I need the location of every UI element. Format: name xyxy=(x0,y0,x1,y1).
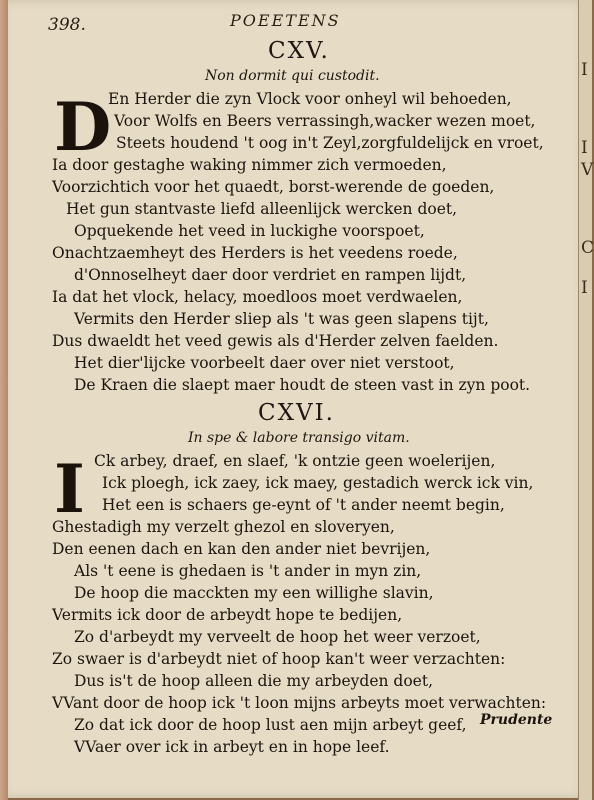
poem-line: Den eenen dach en kan den ander niet bevrijen, xyxy=(52,540,431,558)
poem-line: Opquekende het veed in luckighe voorspoet, xyxy=(74,222,425,240)
poem-line: Als 't eene is ghedaen is 't ander in myn zin, xyxy=(74,562,422,580)
poem-line: VVant door de hoop ick 't loon mijns arbeyts moet verwachten: xyxy=(52,694,547,712)
drop-cap: I xyxy=(54,450,85,528)
poem-line: En Herder die zyn Vlock voor onheyl wil behoeden, xyxy=(108,90,512,108)
poem-line: VVaer over ick in arbeyt en in hope leef. xyxy=(74,738,390,756)
section-number: CXVI. xyxy=(258,400,335,426)
page-edge xyxy=(0,0,8,800)
poem-line: Dus dwaeldt het veed gewis als d'Herder zelven faelden. xyxy=(52,332,499,350)
poem-line: Zo dat ick door de hoop lust aen mijn arbeyt geef, xyxy=(74,716,467,734)
section-motto: Non dormit qui custodit. xyxy=(205,68,380,84)
poem-line: De Kraen die slaept maer houdt de steen vast in zyn poot. xyxy=(74,376,531,394)
poem-line: Onachtzaemheyt des Herders is het veedens roede, xyxy=(52,244,458,262)
poem-line: Ia door gestaghe waking nimmer zich vermoeden, xyxy=(52,156,447,174)
facing-page-edge: I I V C I xyxy=(578,0,592,800)
poem-line: Ck arbey, draef, en slaef, 'k ontzie geen woelerijen, xyxy=(94,452,496,470)
poem-line: Het een is schaers ge-eynt of 't ander neemt begin, xyxy=(102,496,505,514)
drop-cap: D xyxy=(54,88,112,166)
section-motto: In spe & labore transigo vitam. xyxy=(188,430,410,446)
poem-line: Ghestadigh my verzelt ghezol en sloveryen, xyxy=(52,518,395,536)
poem-line: Vermits den Herder sliep als 't was geen slapens tijt, xyxy=(74,310,489,328)
poem-line: Steets houdend 't oog in't Zeyl,zorgfuldelijck en vroet, xyxy=(116,134,544,152)
section-number: CXV. xyxy=(268,38,330,64)
poem-line: Zo swaer is d'arbeydt niet of hoop kan't weer verzachten: xyxy=(52,650,506,668)
poem-line: De hoop die macckten my een willighe slavin, xyxy=(74,584,434,602)
poem-line: Ia dat het vlock, helacy, moedloos moet verdwaelen, xyxy=(52,288,463,306)
catchword: Prudente xyxy=(480,712,553,728)
poem-line: Vermits ick door de arbeydt hope te bedijen, xyxy=(52,606,403,624)
poem-line: Dus is't de hoop alleen die my arbeyden doet, xyxy=(74,672,433,690)
poem-line: d'Onnoselheyt daer door verdriet en rampen lijdt, xyxy=(74,266,467,284)
poem-line: Voorzichtich voor het quaedt, borst-werende de goeden, xyxy=(52,178,495,196)
page-number: 398. xyxy=(48,15,86,35)
poem-line: Voor Wolfs en Beers verrassingh,wacker wezen moet, xyxy=(114,112,536,130)
running-title: POEETENS xyxy=(230,11,341,30)
poem-line: Het gun stantvaste liefd alleenlijck wercken doet, xyxy=(66,200,458,218)
poem-line: Zo d'arbeydt my verveelt de hoop het weer verzoet, xyxy=(74,628,481,646)
poem-line: Ick ploegh, ick zaey, ick maey, gestadich werck ick vin, xyxy=(102,474,534,492)
poem-line: Het dier'lijcke voorbeelt daer over niet verstoot, xyxy=(74,354,455,372)
